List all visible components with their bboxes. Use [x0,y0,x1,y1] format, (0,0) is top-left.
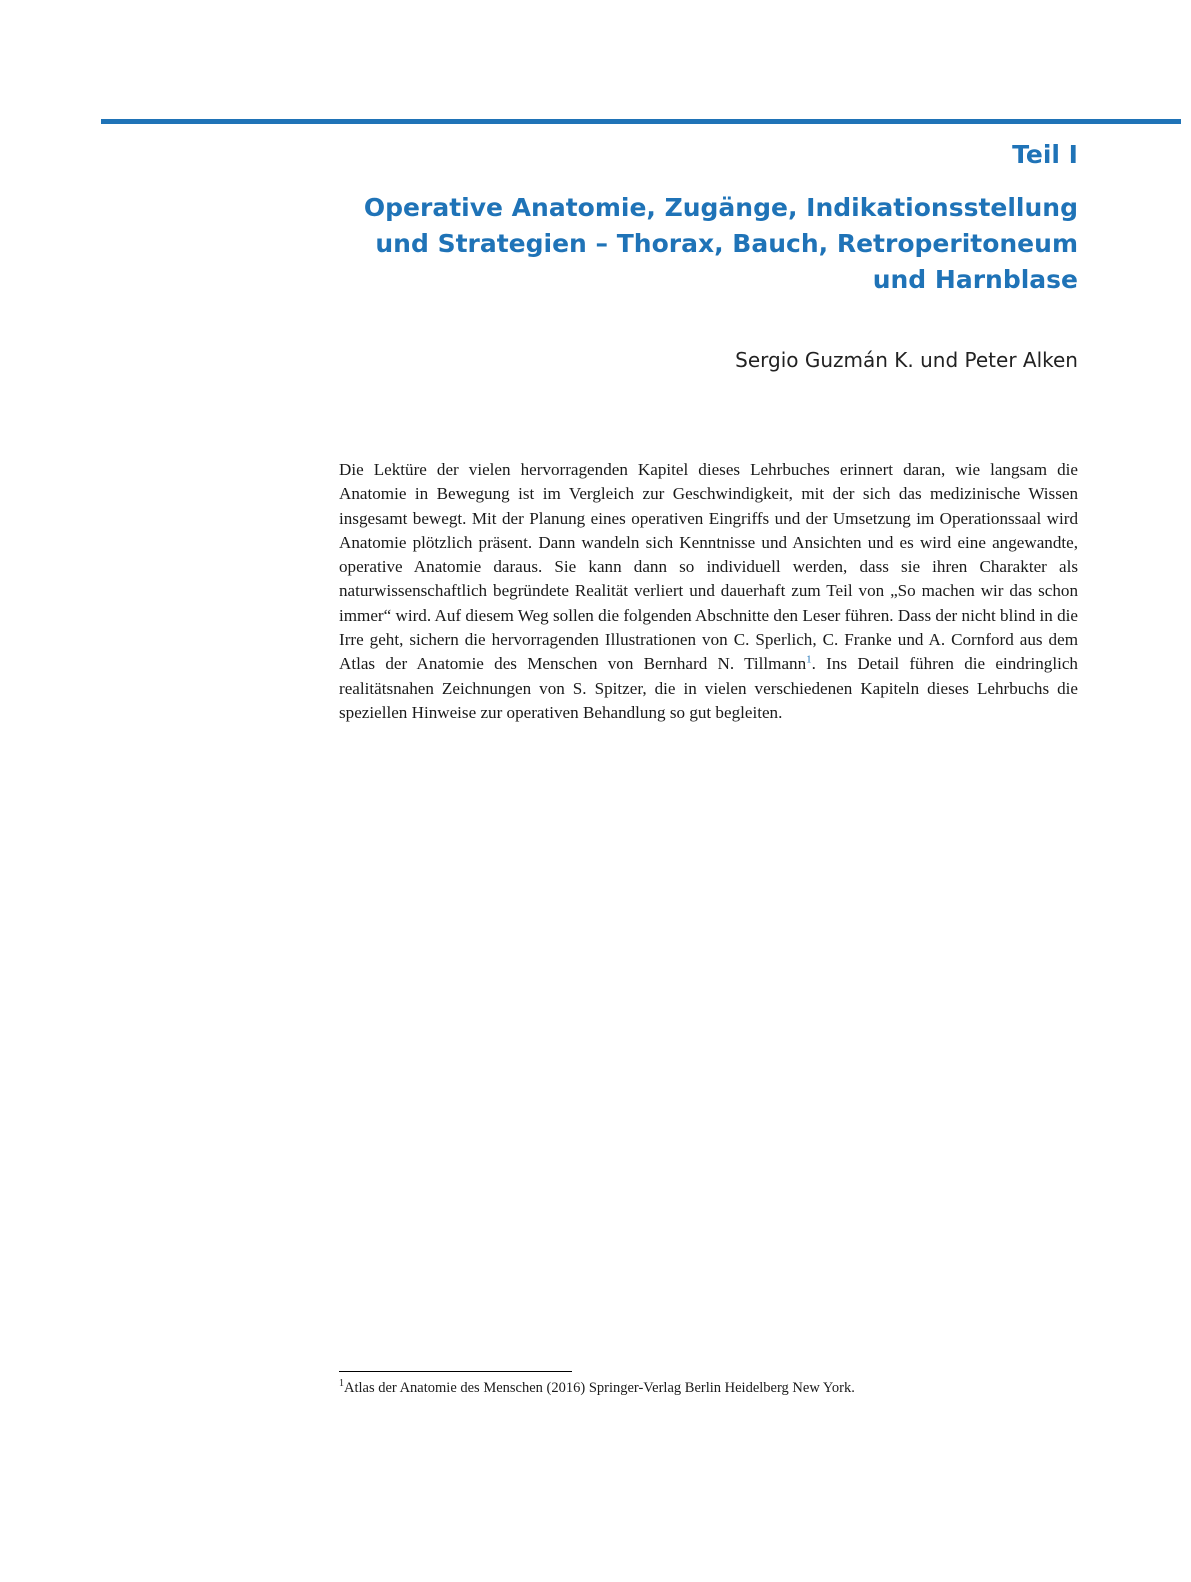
footnote-text: Atlas der Anatomie des Menschen (2016) Springer-Verlag Berlin Heidelberg New York. [344,1380,855,1396]
part-title-line: und Harnblase [872,265,1078,294]
intro-paragraph [339,458,1078,725]
top-rule [101,119,1181,124]
footnote-marker: 1 [339,1378,344,1390]
footnote-rule [339,1371,572,1372]
part-title [318,190,1078,298]
authors: Sergio Guzmán K. und Peter Alken [735,348,1078,372]
footnote [339,1380,855,1397]
part-title-line: Operative Anatomie, Zugänge, Indikationsstellung [363,193,1078,222]
intro-text: Die Lektüre der vielen hervorragenden Kapitel dieses Lehrbuches erinnert daran, wie langsam die Anatomie in Bewegung ist im Vergleich zur Geschwindigkeit, mit der sich das medizinische Wissen insgesamt bewegt. Mit der Planung eines operativen Eingriffs und der Umsetzung im Operationssaal wird Anatomie plötzlich präsent. Dann wandeln sich Kenntnisse und Ansichten und es wird eine angewandte, operative Anatomie daraus. Sie kann dann so individuell werden, dass sie ihren Charakter als naturwissenschaftlich begründete Realität verliert und dauerhaft zum Teil von „So machen wir das schon immer“ wird. Auf diesem Weg sollen die folgenden Abschnitte den Leser führen. Dass der nicht blind in die Irre geht, sichern die hervorragenden Illustrationen von C. Sperlich, C. Franke und A. Cornford aus dem Atlas der Anatomie des Menschen von Bernhard N. Tillmann [339,460,1078,674]
intro-text-continued: . Ins Detail führen die eindringlich realitätsnahen Zeichnungen von S. Spitzer, die in vielen verschiedenen Kapiteln dieses Lehrbuchs die speziellen Hinweise zur operativen Behandlung so gut begleiten. [339,654,1078,722]
part-label: Teil I [1012,140,1078,169]
part-title-line: und Strategien – Thorax, Bauch, Retroperitoneum [375,229,1078,258]
footnote-reference[interactable]: 1 [806,653,812,666]
